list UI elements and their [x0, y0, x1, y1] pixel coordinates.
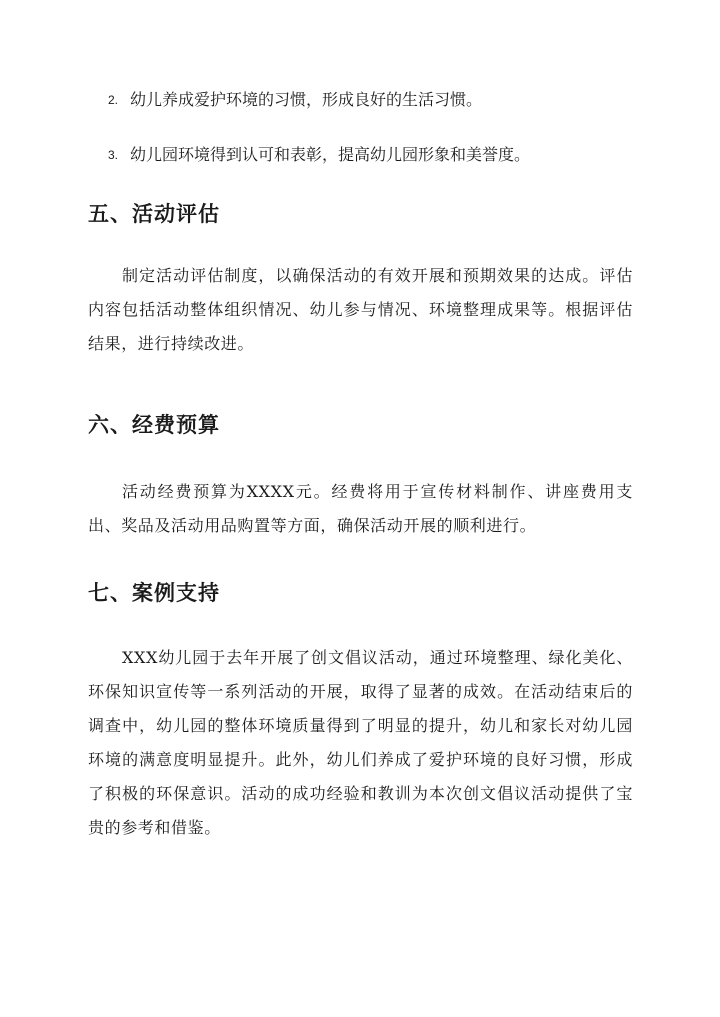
list-item — [108, 145, 530, 165]
list-number: 3. — [108, 148, 119, 162]
section-heading-evaluation: 五、活动评估 — [88, 201, 220, 226]
section-body-evaluation: 制定活动评估制度，以确保活动的有效开展和预期效果的达成。评估内容包括活动整体组织情况、幼儿参与情况、环境整理成果等。根据评估结果，进行持续改进。 — [88, 266, 633, 353]
list-item — [108, 90, 482, 110]
list-text: 幼儿养成爱护环境的习惯，形成良好的生活习惯。 — [130, 90, 483, 109]
list-text: 幼儿园环境得到认可和表彰，提高幼儿园形象和美誉度。 — [130, 145, 531, 164]
section-body-budget: 活动经费预算为XXXX元。经费将用于宣传材料制作、讲座费用支出、奖品及活动用品购置等方面，确保活动开展的顺利进行。 — [88, 482, 633, 535]
section-heading-budget: 六、经费预算 — [88, 412, 220, 437]
list-number: 2. — [108, 93, 119, 107]
section-heading-case-support: 七、案例支持 — [88, 580, 220, 605]
section-body-case-support: XXX幼儿园于去年开展了创文倡议活动，通过环境整理、绿化美化、环保知识宣传等一系列活动的开展，取得了显著的成效。在活动结束后的调查中，幼儿园的整体环境质量得到了明显的提升，幼儿和家长对幼儿园环境的满意度明显提升。此外，幼儿们养成了爱护环境的良好习惯，形成了积极的环保意识。活动的成功经验和教训为本次创文倡议活动提供了宝贵的参考和借鉴。 — [88, 648, 633, 837]
